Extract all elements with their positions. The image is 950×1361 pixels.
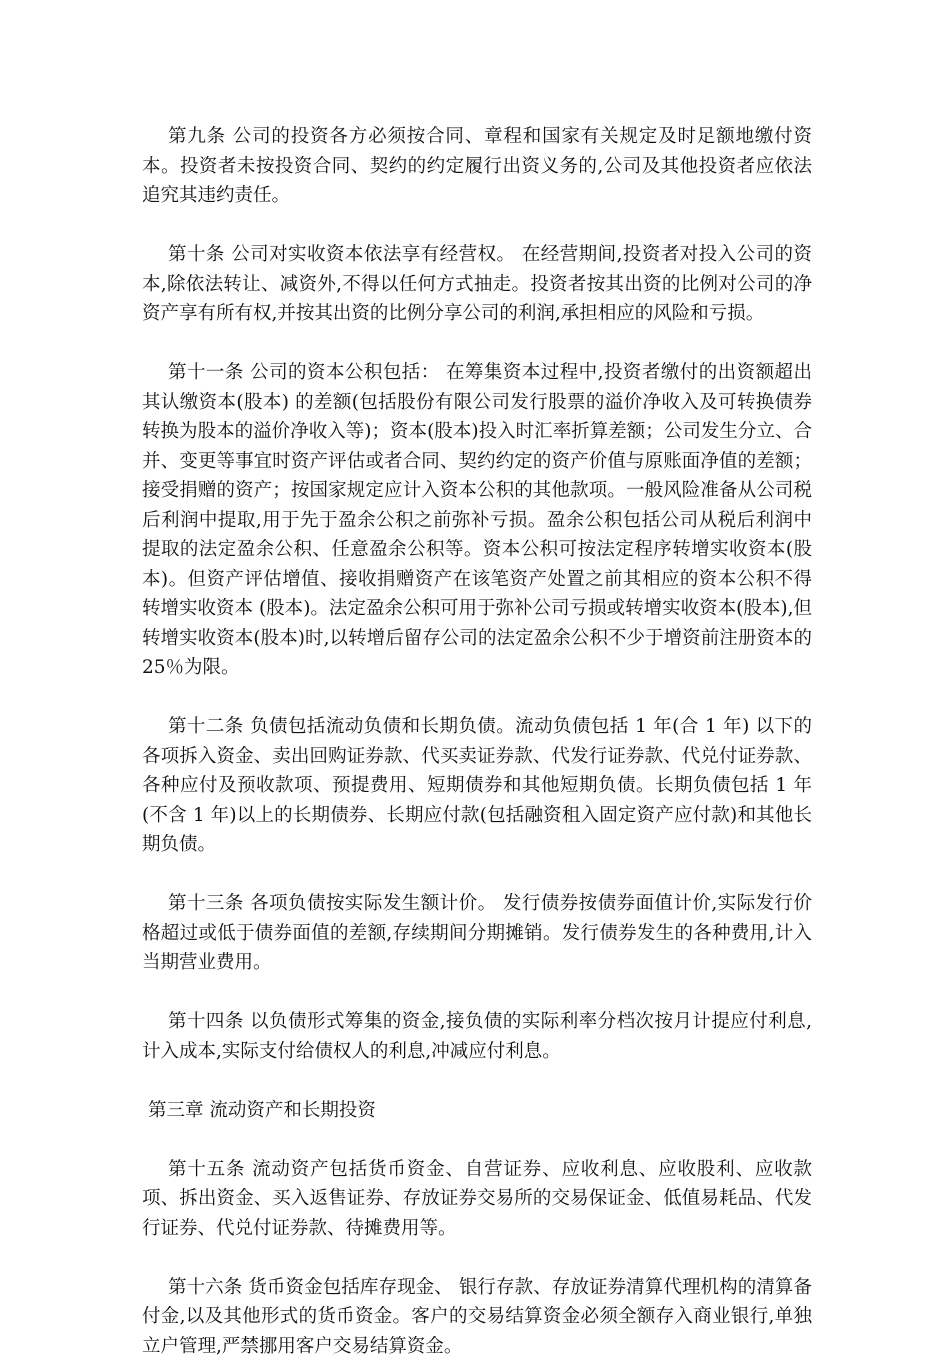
article-9: 第九条 公司的投资各方必须按合同、章程和国家有关规定及时足额地缴付资本。投资者未按投资合同、契约的约定履行出资义务的,公司及其他投资者应依法追究其违约责任。	[142, 122, 812, 211]
article-10: 第十条 公司对实收资本依法享有经营权。 在经营期间,投资者对投入公司的资本,除依法转让、减资外,不得以任何方式抽走。投资者按其出资的比例对公司的净资产享有所有权,并按其出资的比例分享公司的利润,承担相应的风险和亏损。	[142, 240, 812, 329]
article-12: 第十二条 负债包括流动负债和长期负债。流动负债包括 1 年(合 1 年) 以下的各项拆入资金、卖出回购证券款、代买卖证券款、代发行证券款、代兑付证券款、各种应付及预收款项、预提费用、短期债券和其他短期负债。长期负债包括 1 年(不含 1 年)以上的长期债券、长期应付款(包括融资租入固定资产应付款)和其他长期负债。	[142, 712, 812, 860]
article-16: 第十六条 货币资金包括库存现金、 银行存款、存放证券清算代理机构的清算备付金,以及其他形式的货币资金。客户的交易结算资金必须全额存入商业银行,单独立户管理,严禁挪用客户交易结算资金。	[142, 1273, 812, 1361]
article-11: 第十一条 公司的资本公积包括： 在筹集资本过程中,投资者缴付的出资额超出其认缴资本(股本) 的差额(包括股份有限公司发行股票的溢价净收入及可转换债券转换为股本的溢价净收入等)；资本(股本)投入时汇率折算差额；公司发生分立、合并、变更等事宜时资产评估或者合同、契约约定的资产价值与原账面净值的差额；接受捐赠的资产；按国家规定应计入资本公积的其他款项。一般风险准备从公司税后利润中提取,用于先于盈余公积之前弥补亏损。盈余公积包括公司从税后利润中提取的法定盈余公积、任意盈余公积等。资本公积可按法定程序转增实收资本(股本)。但资产评估增值、接收捐赠资产在该笔资产处置之前其相应的资本公积不得转增实收资本 (股本)。法定盈余公积可用于弥补公司亏损或转增实收资本(股本),但转增实收资本(股本)时,以转增后留存公司的法定盈余公积不少于增资前注册资本的 25％为限。	[142, 358, 812, 683]
chapter-heading: 第三章 流动资产和长期投资	[142, 1096, 812, 1126]
article-14: 第十四条 以负债形式筹集的资金,接负债的实际利率分档次按月计提应付利息,计入成本,实际支付给债权人的利息,冲减应付利息。	[142, 1007, 812, 1066]
article-13: 第十三条 各项负债按实际发生额计价。 发行债券按债券面值计价,实际发行价格超过或低于债券面值的差额,存续期间分期摊销。发行债券发生的各种费用,计入当期营业费用。	[142, 889, 812, 978]
document-page	[142, 122, 812, 1361]
article-15: 第十五条 流动资产包括货币资金、自营证券、应收利息、应收股利、应收款项、拆出资金、买入返售证券、存放证券交易所的交易保证金、低值易耗品、代发行证券、代兑付证券款、待摊费用等。	[142, 1155, 812, 1244]
